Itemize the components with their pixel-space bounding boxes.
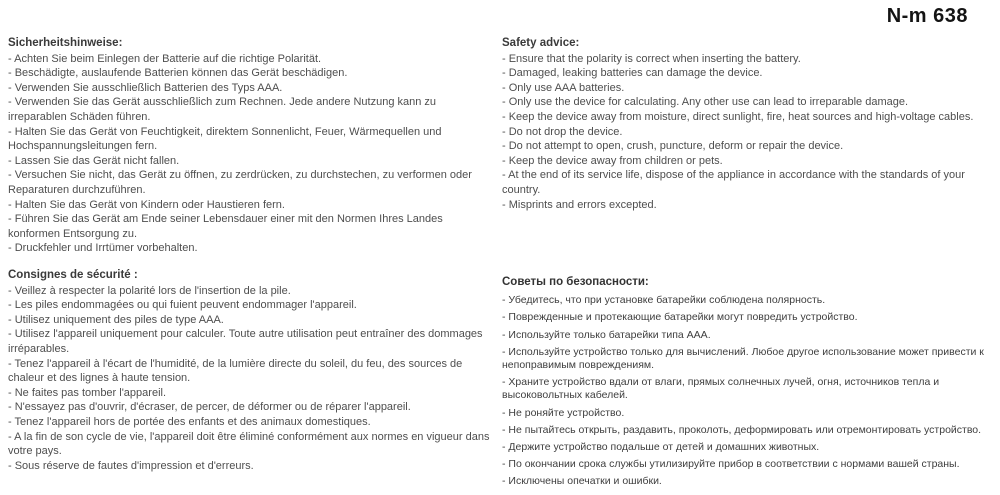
safety-list-item: - По окончании срока службы утилизируйте прибор в соответствии с нормами вашей страны.: [502, 458, 960, 471]
safety-list-item: - A la fin de son cycle de vie, l'appareil doit être éliminé conformément aux normes en vigueur dans votre pays.: [8, 430, 490, 458]
safety-list-item: - Lassen Sie das Gerät nicht fallen.: [8, 154, 180, 167]
safety-list-item: - Ensure that the polarity is correct when inserting the battery.: [502, 52, 801, 65]
safety-list-item: - Druckfehler und Irrtümer vorbehalten.: [8, 242, 198, 255]
safety-list-item: - Do not attempt to open, crush, puncture, deform or repair the device.: [502, 140, 844, 153]
safety-list-item: - Utilisez uniquement des piles de type AAA.: [8, 313, 224, 326]
safety-list-item: - Tenez l'appareil hors de portée des enfants et des animaux domestiques.: [8, 415, 371, 428]
safety-list-item: - Only use AAA batteries.: [502, 81, 625, 94]
section-safety-russian: [502, 276, 994, 493]
safety-list-item: - Ne faites pas tomber l'appareil.: [8, 386, 167, 399]
section-safety-french: [8, 268, 494, 473]
safety-list-item: - Utilisez l'appareil uniquement pour calculer. Toute autre utilisation peut entraîner des dommages irréparables.: [8, 328, 483, 355]
safety-list-item: - Держите устройство подальше от детей и домашних животных.: [502, 441, 820, 454]
safety-list-item: - Убедитесь, что при установке батарейки соблюдена полярность.: [502, 294, 826, 307]
safety-list-item: - Do not drop the device.: [502, 125, 623, 138]
safety-list-item: - Не пытайтесь открыть, раздавить, проколоть, деформировать или отремонтировать устройство.: [502, 423, 982, 436]
section-heading-french: Consignes de sécurité :: [8, 269, 138, 281]
safety-list-item: - Les piles endommagées ou qui fuient peuvent endommager l'appareil.: [8, 299, 357, 312]
safety-list-item: - Исключены опечатки и ошибки.: [502, 475, 662, 488]
safety-list-item: - Only use the device for calculating. Any other use can lead to irreparable damage.: [502, 96, 909, 109]
safety-list-item: - Verwenden Sie das Gerät ausschließlich zum Rechnen. Jede andere Nutzung kann zu irreparablen Schäden führen.: [8, 96, 437, 123]
section-items-russian: [502, 294, 994, 488]
section-safety-german: [8, 36, 494, 256]
safety-list-item: - Damaged, leaking batteries can damage the device.: [502, 67, 763, 80]
safety-list-item: - At the end of its service life, dispose of the appliance in accordance with the standards of your country.: [502, 169, 965, 196]
safety-list-item: - Keep the device away from moisture, direct sunlight, fire, heat sources and high-voltage cables.: [502, 110, 974, 123]
safety-list-item: - Verwenden Sie ausschließlich Batterien des Typs AAA.: [8, 81, 283, 94]
section-heading-english: Safety advice:: [502, 37, 580, 49]
page-title: N-m 638: [886, 5, 968, 27]
safety-list-item: - Beschädigte, auslaufende Batterien können das Gerät beschädigen.: [8, 67, 348, 80]
section-items-french: [8, 284, 494, 474]
safety-list-item: - Versuchen Sie nicht, das Gerät zu öffnen, zu zerdrücken, zu durchstechen, zu verformen oder Reparaturen durchzuführen.: [8, 169, 472, 196]
section-safety-english: [502, 36, 992, 212]
safety-list-item: - N'essayez pas d'ouvrir, d'écraser, de percer, de déformer ou de réparer l'appareil.: [8, 401, 411, 414]
section-items-english: [502, 52, 992, 213]
section-heading-russian: Советы по безопасности:: [502, 276, 649, 288]
safety-list-item: - Используйте устройство только для вычислений. Любое другое использование может привести к непоправимым повреждениям.: [502, 345, 984, 372]
safety-list-item: - Misprints and errors excepted.: [502, 198, 657, 211]
safety-list-item: - Не роняйте устройство.: [502, 406, 625, 419]
safety-list-item: - Храните устройство вдали от влаги, прямых солнечных лучей, огня, источников тепла и высоковольтных кабелей.: [502, 376, 940, 402]
safety-list-item: - Führen Sie das Gerät am Ende seiner Lebensdauer einer mit den Normen Ihres Landes konformen Entsorgung zu.: [8, 213, 443, 240]
safety-list-item: - Поврежденные и протекающие батарейки могут повредить устройство.: [502, 311, 858, 324]
section-heading-german: Sicherheitshinweise:: [8, 37, 123, 49]
safety-list-item: - Veillez à respecter la polarité lors de l'insertion de la pile.: [8, 284, 291, 297]
safety-list-item: - Achten Sie beim Einlegen der Batterie auf die richtige Polarität.: [8, 52, 322, 65]
safety-list-item: - Halten Sie das Gerät von Kindern oder Haustieren fern.: [8, 198, 285, 211]
safety-list-item: - Tenez l'appareil à l'écart de l'humidité, de la lumière directe du soleil, du feu, des sources de chaleur et des lignes à haute tension.: [8, 357, 463, 385]
safety-list-item: - Используйте только батарейки типа AAA.: [502, 328, 711, 341]
safety-list-item: - Sous réserve de fautes d'impression et d'erreurs.: [8, 459, 254, 472]
safety-list-item: - Halten Sie das Gerät von Feuchtigkeit, direktem Sonnenlicht, Feuer, Wärmequellen und Hochspannungsleitungen fern.: [8, 125, 442, 153]
safety-list-item: - Keep the device away from children or pets.: [502, 154, 723, 167]
section-items-german: [8, 52, 494, 256]
